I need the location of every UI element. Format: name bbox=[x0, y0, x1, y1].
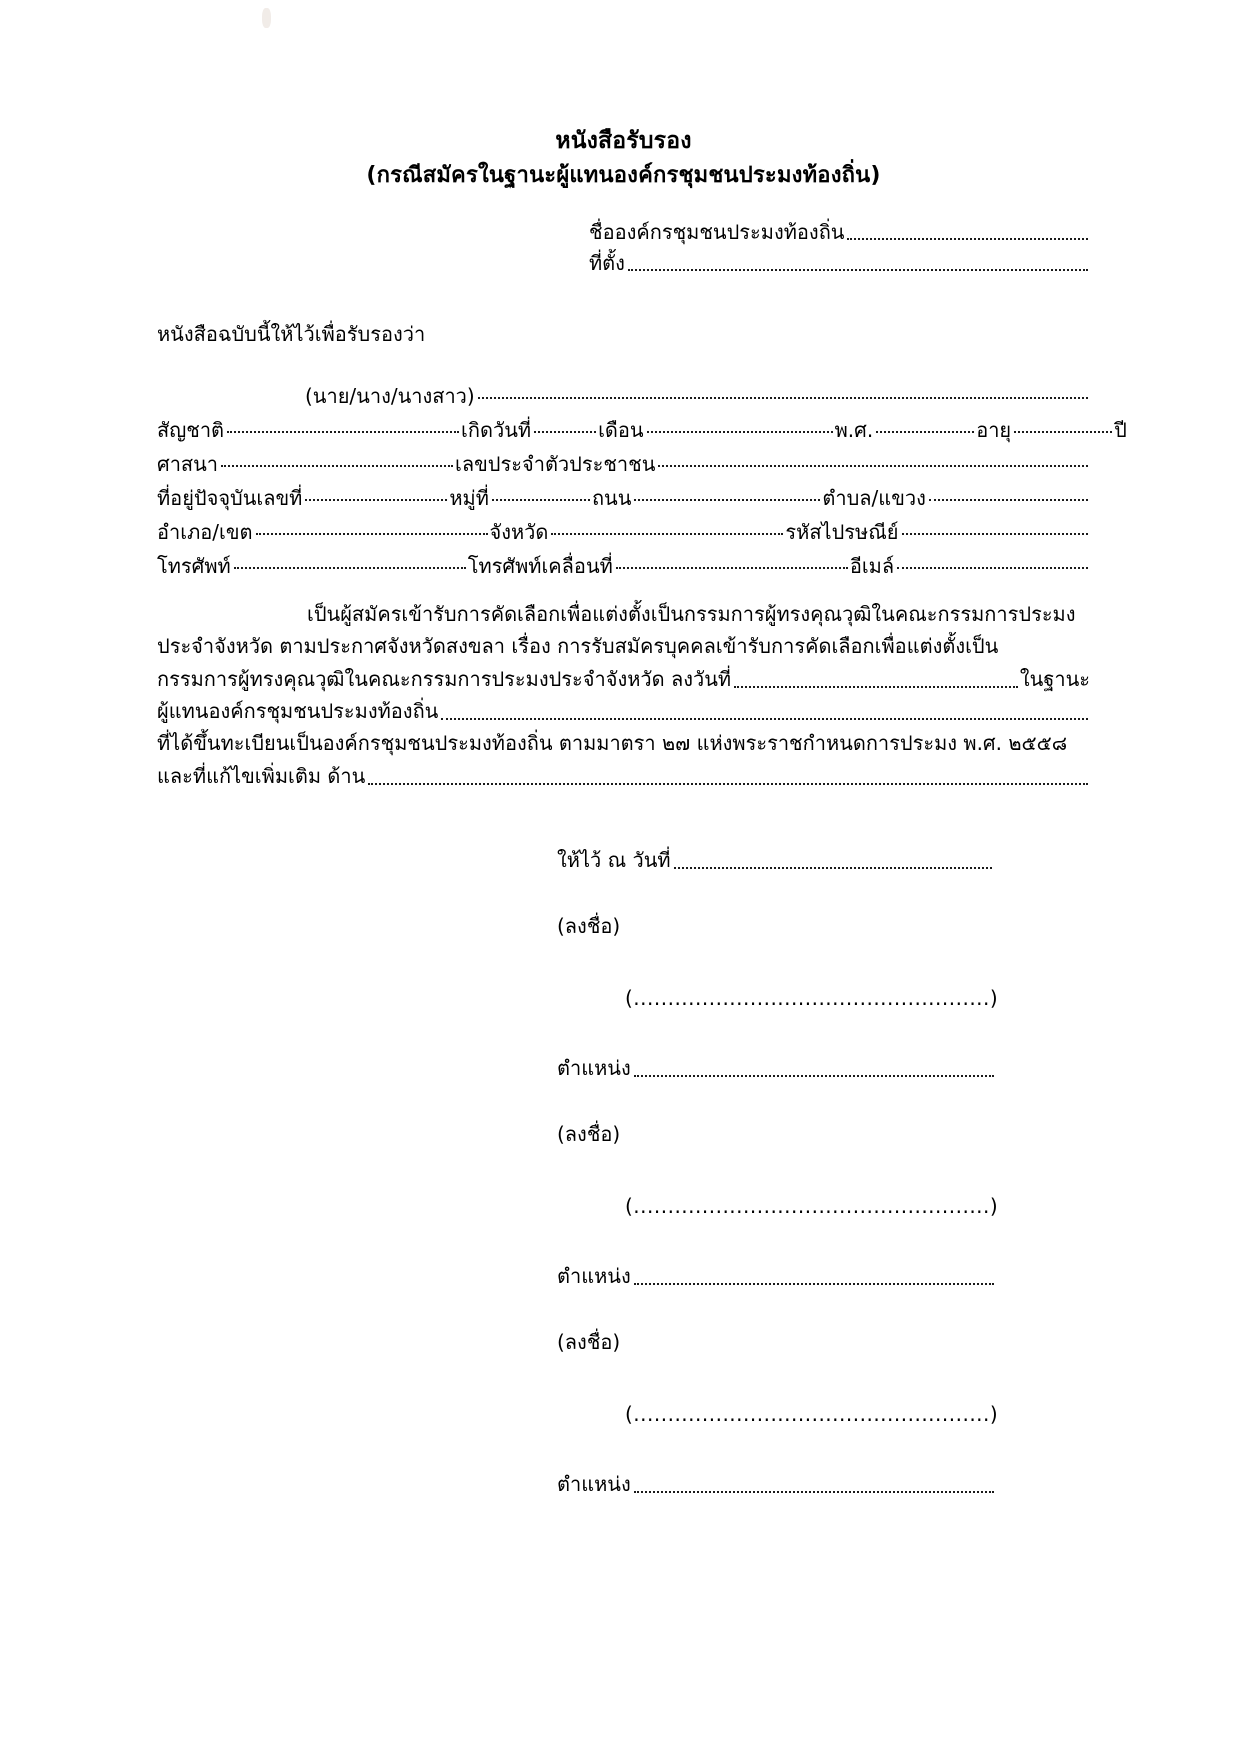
given-date-input[interactable] bbox=[674, 867, 992, 869]
birth-date-input[interactable] bbox=[534, 431, 596, 433]
body-line-5: ที่ได้ขึ้นทะเบียนเป็นองค์กรชุมชนประมงท้องถิ่น ตามมาตรา ๒๗ แห่งพระราชกำหนดการประมง พ.ศ. ๒๕๕๘ bbox=[157, 731, 1068, 756]
province-input[interactable] bbox=[551, 533, 783, 535]
buddhist-era-label: พ.ศ. bbox=[834, 417, 874, 442]
age-unit-label: ปี bbox=[1114, 417, 1127, 442]
given-date-row bbox=[557, 844, 1090, 876]
district-input[interactable] bbox=[256, 533, 488, 535]
district-label: อำเภอ/เขต bbox=[157, 519, 253, 544]
field-row-district-province bbox=[157, 519, 1090, 544]
body-line-3-text: กรรมการผู้ทรงคุณวุฒิในคณะกรรมการประมงประจำจังหวัด ลงวันที่ bbox=[157, 666, 732, 691]
age-label: อายุ bbox=[976, 417, 1012, 442]
religion-label: ศาสนา bbox=[157, 451, 219, 476]
province-label: จังหวัด bbox=[489, 519, 549, 544]
org-name-label: ชื่อองค์กรชุมชนประมงท้องถิ่น bbox=[589, 219, 845, 244]
personal-fields bbox=[157, 383, 1127, 578]
title-prefix-label: (นาย/นาง/นางสาว) bbox=[305, 383, 475, 408]
postal-code-label: รหัสไปรษณีย์ bbox=[785, 519, 899, 544]
birth-month-label: เดือน bbox=[598, 417, 644, 442]
religion-input[interactable] bbox=[221, 465, 453, 467]
nationality-input[interactable] bbox=[227, 431, 459, 433]
page-subtitle: (กรณีสมัครในฐานะผู้แทนองค์กรชุมชนประมงท้องถิ่น) bbox=[366, 162, 881, 188]
position-label-2: ตำแหน่ง bbox=[557, 1264, 631, 1289]
body-line-6-text: และที่แก้ไขเพิ่มเติม ด้าน bbox=[157, 763, 366, 788]
position-input-1[interactable] bbox=[634, 1075, 994, 1077]
age-input[interactable] bbox=[1014, 431, 1112, 433]
moo-label: หมู่ที่ bbox=[449, 485, 489, 510]
postal-code-input[interactable] bbox=[902, 533, 1089, 535]
announcement-date-input[interactable] bbox=[734, 686, 1018, 688]
signed-label-3[interactable]: (ลงชื่อ) bbox=[557, 1330, 621, 1355]
signature-group-2 bbox=[557, 1118, 1090, 1292]
signed-label-2[interactable]: (ลงชื่อ) bbox=[557, 1122, 621, 1147]
address-no-input[interactable] bbox=[305, 499, 447, 501]
position-row-3 bbox=[557, 1468, 1090, 1500]
subdistrict-input[interactable] bbox=[929, 499, 1088, 501]
email-label: อีเมล์ bbox=[849, 553, 895, 578]
signer-name-1[interactable]: (....................................................) bbox=[625, 986, 999, 1011]
org-name-input[interactable] bbox=[847, 238, 1088, 240]
position-row-2 bbox=[557, 1260, 1090, 1292]
signer-name-3[interactable]: (....................................................) bbox=[625, 1402, 999, 1427]
body-paragraph bbox=[157, 598, 1090, 792]
organisation-header bbox=[157, 217, 1090, 278]
representative-org-input[interactable] bbox=[441, 718, 1088, 720]
body-line-2: ประจำจังหวัด ตามประกาศจังหวัดสงขลา เรื่อง การรับสมัครบุคคลเข้ารับการคัดเลือกเพื่อแต่งตั้งเป็น bbox=[157, 634, 999, 659]
body-line-3-suffix: ในฐานะ bbox=[1019, 666, 1090, 691]
intro-text: หนังสือฉบับนี้ให้ไว้เพื่อรับรองว่า bbox=[157, 321, 426, 346]
full-name-input[interactable] bbox=[478, 397, 1088, 399]
page-title: หนังสือรับรอง bbox=[555, 128, 692, 154]
body-line-4 bbox=[157, 695, 1090, 727]
field-row-contact bbox=[157, 553, 1090, 578]
birth-month-input[interactable] bbox=[647, 431, 833, 433]
signature-group-3 bbox=[557, 1326, 1090, 1500]
buddhist-era-input[interactable] bbox=[876, 431, 974, 433]
org-location-input[interactable] bbox=[628, 269, 1088, 271]
email-input[interactable] bbox=[897, 567, 1088, 569]
body-line-1-text: เป็นผู้สมัครเข้ารับการคัดเลือกเพื่อแต่งตั้งเป็นกรรมการผู้ทรงคุณวุฒิในคณะกรรมการประมง bbox=[307, 601, 1076, 626]
body-line-4-text: ผู้แทนองค์กรชุมชนประมงท้องถิ่น bbox=[157, 699, 439, 724]
moo-input[interactable] bbox=[492, 499, 590, 501]
field-row-name bbox=[157, 383, 1090, 408]
birth-date-label: เกิดวันที่ bbox=[461, 417, 532, 442]
body-line-1 bbox=[157, 598, 1090, 630]
field-row-address bbox=[157, 485, 1090, 510]
body-line-6 bbox=[157, 760, 1090, 792]
road-input[interactable] bbox=[634, 499, 820, 501]
given-date-label: ให้ไว้ ณ วันที่ bbox=[557, 848, 671, 873]
signature-group-1 bbox=[557, 910, 1090, 1084]
field-area-input[interactable] bbox=[368, 783, 1088, 785]
signer-name-2[interactable]: (....................................................) bbox=[625, 1194, 999, 1219]
id-number-label: เลขประจำตัวประชาชน bbox=[455, 451, 656, 476]
subdistrict-label: ตำบล/แขวง bbox=[822, 485, 926, 510]
field-row-religion-id bbox=[157, 451, 1090, 476]
signature-block bbox=[157, 844, 1090, 1500]
position-input-2[interactable] bbox=[634, 1283, 994, 1285]
id-number-input[interactable] bbox=[658, 465, 1088, 467]
address-no-label: ที่อยู่ปัจจุบันเลขที่ bbox=[157, 485, 303, 510]
telephone-input[interactable] bbox=[234, 567, 466, 569]
position-row-1 bbox=[557, 1052, 1090, 1084]
field-row-nationality-birth bbox=[157, 417, 1127, 442]
nationality-label: สัญชาติ bbox=[157, 417, 225, 442]
org-location-row bbox=[157, 248, 1090, 278]
position-label-1: ตำแหน่ง bbox=[557, 1056, 631, 1081]
position-label-3: ตำแหน่ง bbox=[557, 1472, 631, 1497]
mobile-input[interactable] bbox=[616, 567, 848, 569]
telephone-label: โทรศัพท์ bbox=[157, 553, 231, 578]
org-location-label: ที่ตั้ง bbox=[589, 250, 625, 275]
body-line-3 bbox=[157, 663, 1090, 695]
title-block bbox=[157, 125, 1090, 191]
signed-label-1[interactable]: (ลงชื่อ) bbox=[557, 914, 621, 939]
road-label: ถนน bbox=[591, 485, 632, 510]
position-input-3[interactable] bbox=[634, 1491, 994, 1493]
mobile-label: โทรศัพท์เคลื่อนที่ bbox=[467, 553, 613, 578]
org-name-row bbox=[157, 217, 1090, 247]
